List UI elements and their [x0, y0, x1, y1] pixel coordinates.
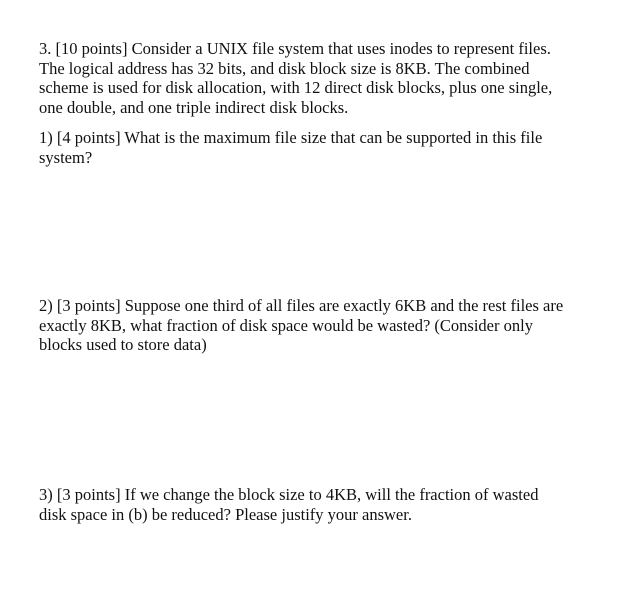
part-3-line: disk space in (b) be reduced? Please justify your answer. [39, 504, 412, 524]
part-2-line: exactly 8KB, what fraction of disk space would be wasted? (Consider only [39, 315, 533, 335]
question-part-1 [39, 128, 604, 167]
part-1-line: system? [39, 147, 93, 167]
question-part-3 [39, 485, 604, 524]
question-part-2 [39, 296, 604, 355]
question-intro-line: The logical address has 32 bits, and disk block size is 8KB. The combined [39, 58, 530, 78]
part-2-line: blocks used to store data) [39, 335, 207, 354]
part-1-line: 1) [4 points] What is the maximum file size that can be supported in this file [39, 128, 543, 147]
question-intro-line: 3. [10 points] Consider a UNIX file system that uses inodes to represent files. [39, 39, 551, 58]
part-2-line: 2) [3 points] Suppose one third of all files are exactly 6KB and the rest files are [39, 296, 564, 315]
part-3-line: 3) [3 points] If we change the block size to 4KB, will the fraction of wasted [39, 485, 539, 504]
question-intro-line: scheme is used for disk allocation, with 12 direct disk blocks, plus one single, [39, 78, 553, 97]
question-intro-line: one double, and one triple indirect disk blocks. [39, 97, 349, 117]
question-intro [39, 39, 604, 117]
